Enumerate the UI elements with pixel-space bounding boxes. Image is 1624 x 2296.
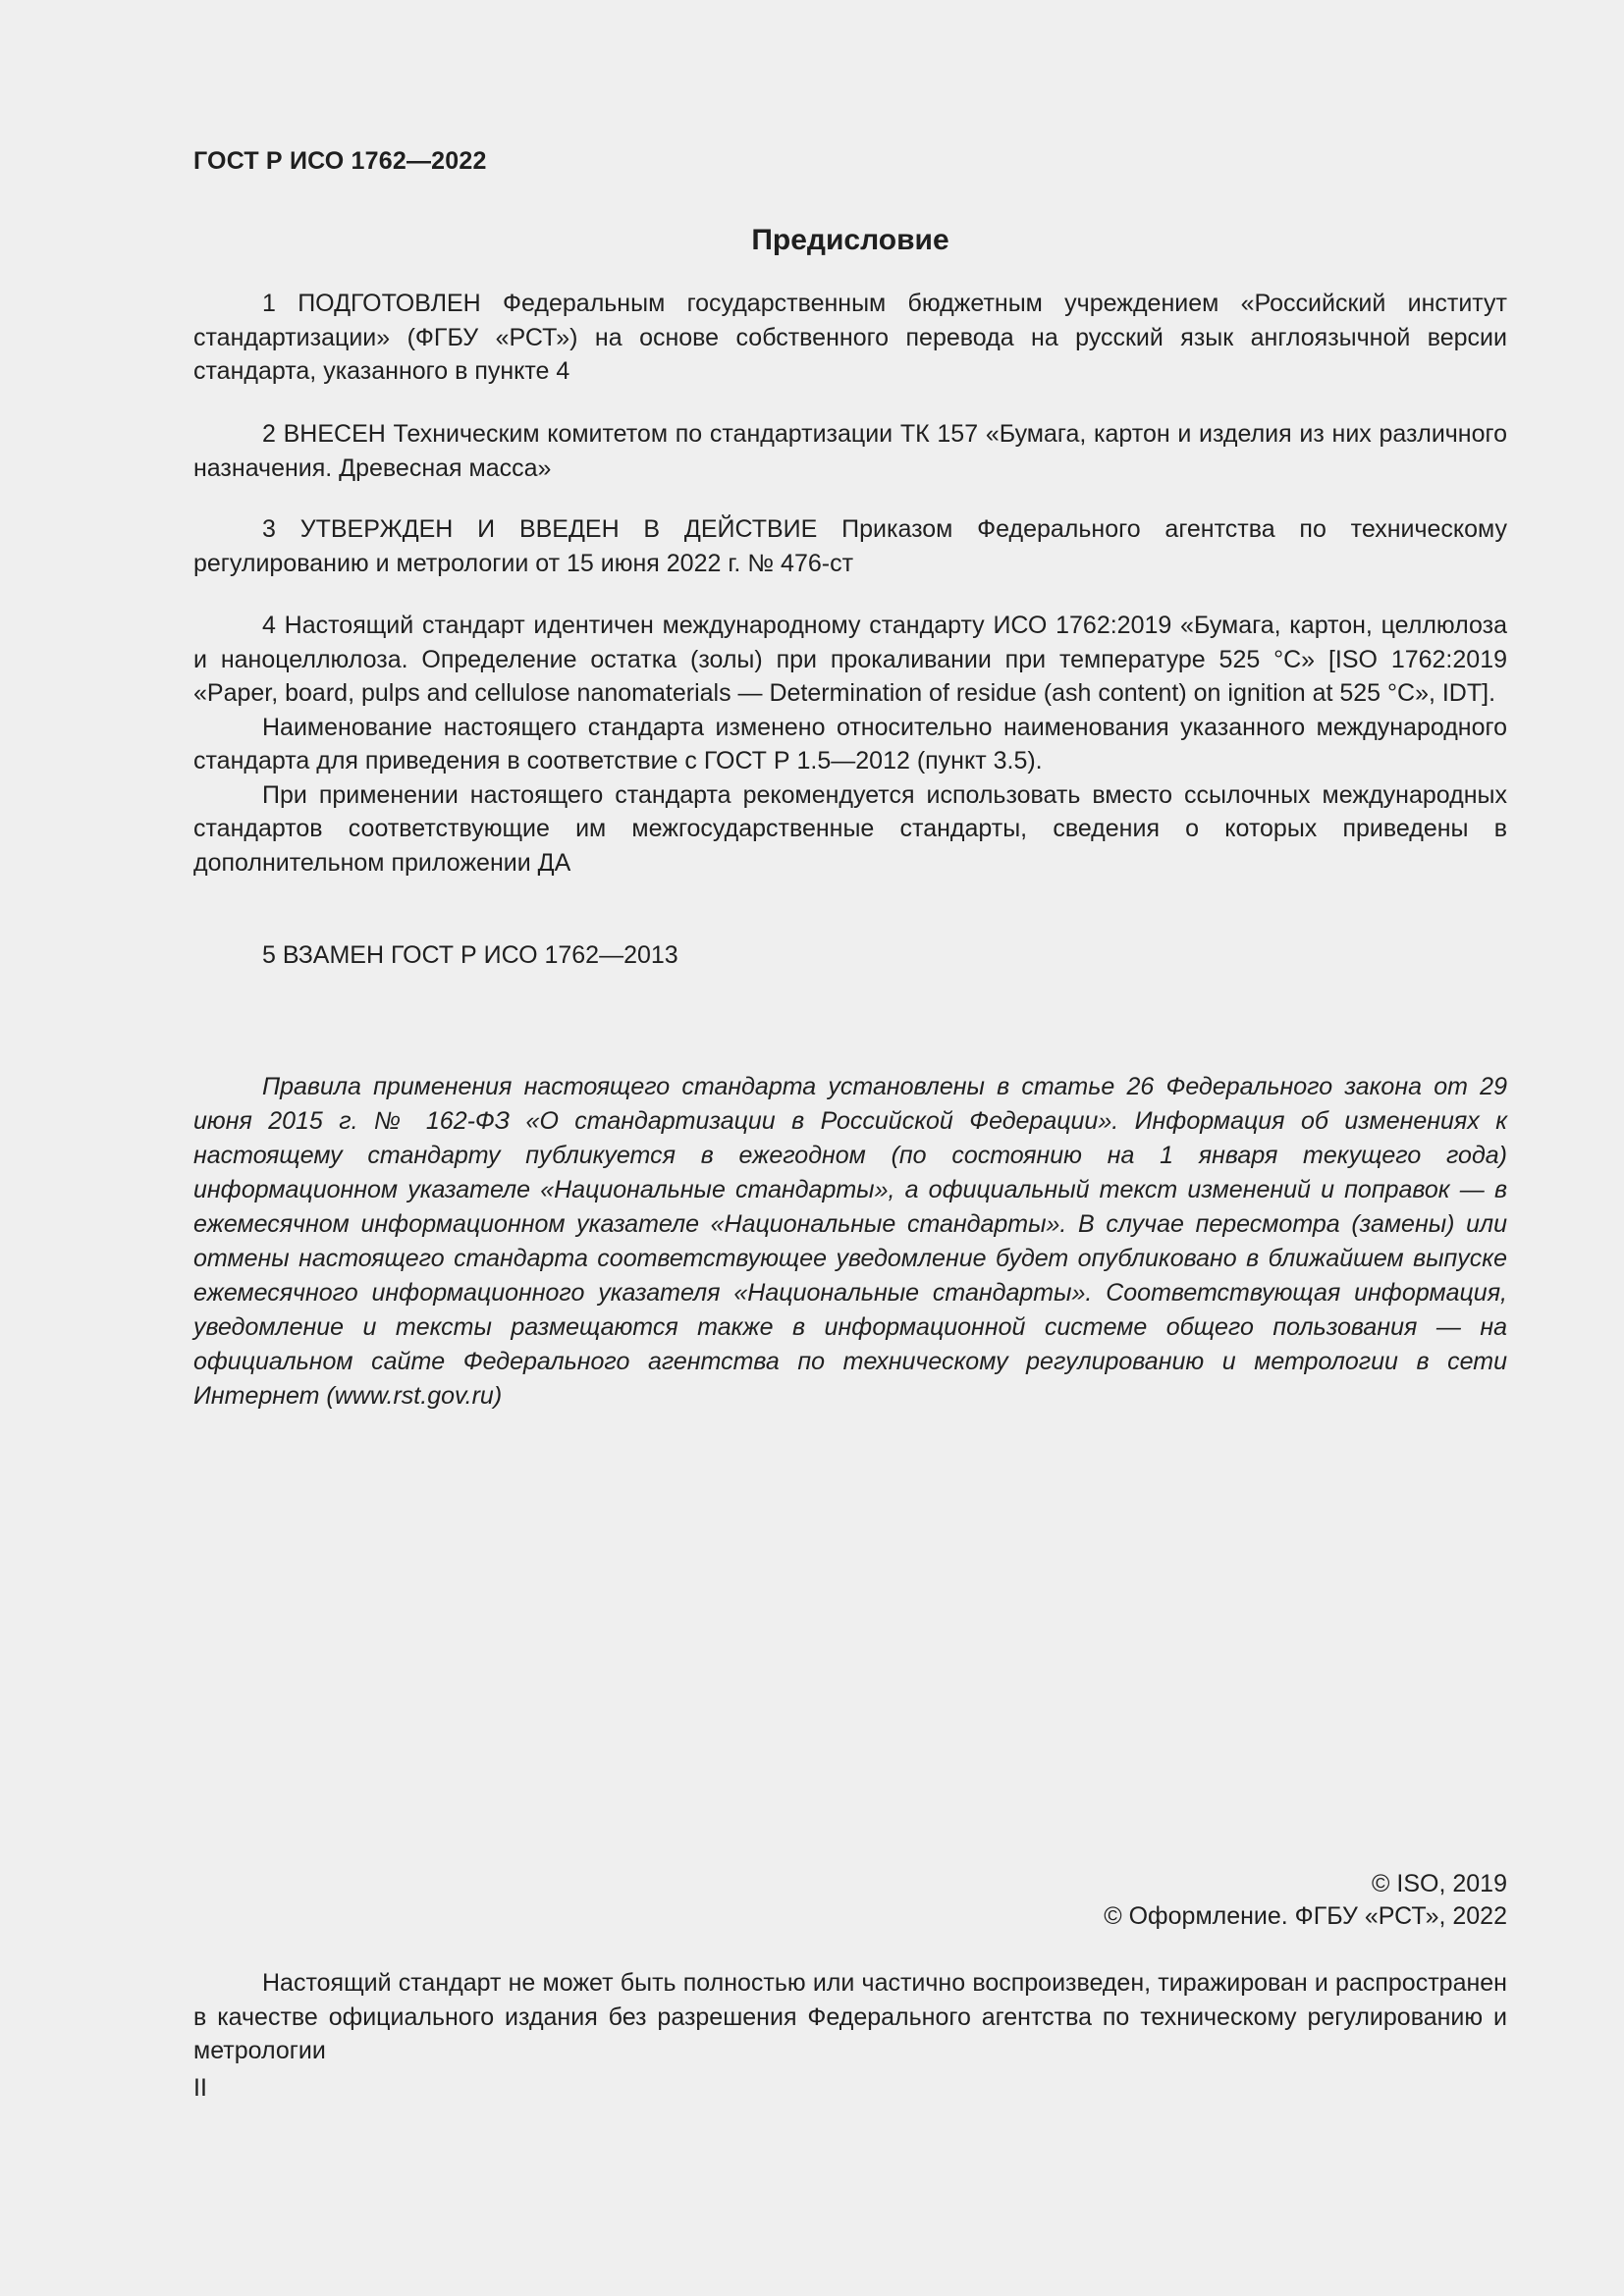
copyright-block [1104, 1868, 1507, 1933]
preface-item-5 [193, 938, 1507, 973]
preface-item-1 [193, 287, 1507, 389]
preface-item-1-text: 1 ПОДГОТОВЛЕН Федеральным государственным бюджетным учреждением «Российский институт стандартизации» (ФГБУ «РСТ») на основе собственного перевода на русский язык англоязычной версии стандарта, указанного в пункте 4 [193, 290, 1507, 385]
reproduction-notice [193, 1966, 1507, 2068]
application-rules-text: Правила применения настоящего стандарта установлены в статье 26 Федерального закона от 29 июня 2015 г. № 162-ФЗ «О стандартизации в Российской Федерации». Информация об изменениях к настоящему стандарту публикуется в ежегодном (по состоянию на 1 января текущего года) информационном указателе «Национальные стандарты», а официальный текст изменений и поправок — в ежемесячном информационном указателе «Национальные стандарты». В случае пересмотра (замены) или отмены настоящего стандарта соответствующее уведомление будет опубликовано в ближайшем выпуске ежемесячного информационного указателя «Национальные стандарты». Соответствующая информация, уведомление и тексты размещаются также в информационной системе общего пользования — на официальном сайте Федерального агентства по техническому регулированию и метрологии в сети Интернет (www.rst.gov.ru) [193, 1073, 1507, 1410]
document-code: ГОСТ Р ИСО 1762—2022 [193, 147, 487, 175]
copyright-iso: © ISO, 2019 [1372, 1870, 1507, 1897]
preface-item-4 [193, 609, 1507, 880]
preface-item-2 [193, 417, 1507, 485]
preface-item-3 [193, 512, 1507, 580]
application-rules [193, 1070, 1507, 1414]
preface-item-4-paragraph-3: При применении настоящего стандарта рекомендуется использовать вместо ссылочных международных стандартов соответствующие им межгосударственные стандарты, сведения о которых приведены в дополнительном приложении ДА [193, 780, 1507, 877]
page-title: Предисловие [751, 224, 949, 256]
page-number: II [193, 2074, 207, 2102]
reproduction-notice-text: Настоящий стандарт не может быть полностью или частично воспроизведен, тиражирован и распространен в качестве официального издания без разрешения Федерального агентства по техническому регулированию и метрологии [193, 1969, 1507, 2064]
preface-item-4-paragraph-1: 4 Настоящий стандарт идентичен международному стандарту ИСО 1762:2019 «Бумага, картон, целлюлоза и наноцеллюлоза. Определение остатка (золы) при прокаливании при температуре 525 °С» [ISO 1762:2019 «Paper, board, pulps and cellulose nanomaterials — Determination of residue (ash content) on ignition at 525 °C», IDT]. [193, 612, 1507, 707]
preface-item-2-text: 2 ВНЕСЕН Техническим комитетом по стандартизации ТК 157 «Бумага, картон и изделия из них различного назначения. Древесная масса» [193, 420, 1507, 482]
copyright-design: © Оформление. ФГБУ «РСТ», 2022 [1104, 1902, 1507, 1930]
preface-item-5-text: 5 ВЗАМЕН ГОСТ Р ИСО 1762—2013 [262, 941, 678, 969]
preface-item-3-text: 3 УТВЕРЖДЕН И ВВЕДЕН В ДЕЙСТВИЕ Приказом Федерального агентства по техническому регулированию и метрологии от 15 июня 2022 г. № 476-ст [193, 515, 1507, 577]
preface-item-4-paragraph-2: Наименование настоящего стандарта изменено относительно наименования указанного международного стандарта для приведения в соответствие с ГОСТ Р 1.5—2012 (пункт 3.5). [193, 713, 1507, 774]
